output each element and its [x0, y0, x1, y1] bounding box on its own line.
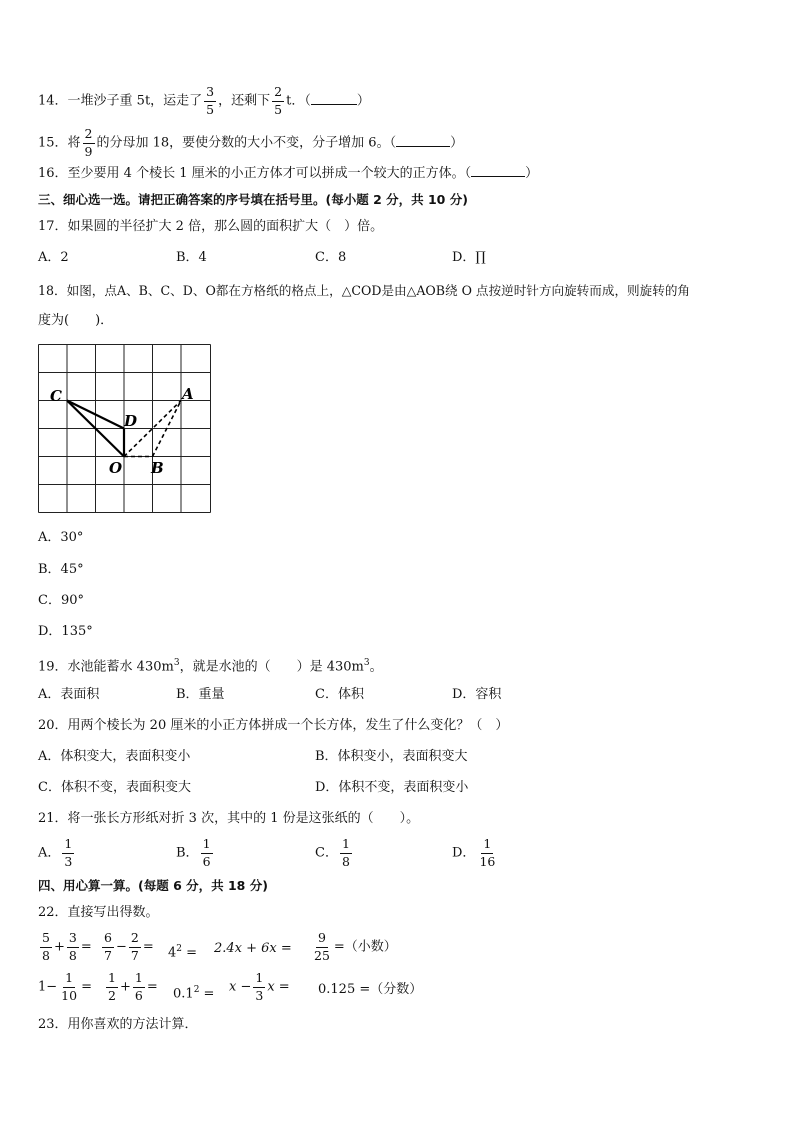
option-label: A．	[38, 845, 61, 861]
fraction-denominator: 3	[255, 987, 264, 1003]
section-3-heading: 三、细心选一选。请把正确答案的序号填在括号里。(每小题 2 分，共 10 分)	[38, 192, 468, 207]
fraction-denominator: 8	[42, 947, 50, 963]
question-15	[38, 128, 463, 158]
q14-text-4: ）	[356, 93, 370, 109]
fraction-denominator: 8	[68, 947, 77, 963]
q14-fraction-1	[204, 86, 216, 116]
question-17: 17．如果圆的半径扩大 2 倍，那么圆的面积扩大（ ）倍。	[38, 219, 384, 234]
equals: =	[199, 986, 215, 1002]
fraction-denominator: 2	[108, 987, 116, 1003]
equals: =	[81, 979, 92, 995]
label-b: B	[151, 459, 164, 477]
fraction-denominator: 3	[64, 853, 73, 869]
q19-text-3: 。	[369, 659, 383, 675]
q22-r1-item-e	[310, 932, 397, 962]
option-fraction	[201, 838, 213, 868]
q22-r2-item-c	[173, 980, 214, 1004]
section-4-heading: 四、用心算一算。(每题 6 分，共 18 分)	[38, 878, 268, 893]
fraction-numerator: 3	[204, 86, 216, 102]
fraction	[59, 972, 79, 1002]
q15-text-1: 15．将	[38, 135, 81, 151]
q22-r1-item-c	[168, 939, 197, 963]
q19-option-d[interactable]: D．容积	[452, 687, 502, 702]
option-label: B．	[176, 845, 199, 861]
question-19	[38, 653, 383, 677]
q14-fraction-2	[272, 86, 284, 116]
question-16	[38, 164, 538, 184]
option-fraction	[477, 838, 497, 868]
fraction-denominator: 9	[84, 143, 93, 159]
fraction-denominator: 6	[134, 987, 143, 1003]
exponent: 2	[176, 944, 183, 954]
q18-option-c[interactable]: C．90°	[38, 593, 84, 608]
option-label: C．	[315, 845, 338, 861]
q18-option-d[interactable]: D．135°	[38, 624, 93, 639]
q16-text-2: ）	[525, 166, 539, 181]
operator: +	[119, 979, 131, 995]
label-a: A	[182, 385, 194, 403]
q16-text-1: 16．至少要用 4 个棱长 1 厘米的小正方体才可以拼成一个较大的正方体。（	[38, 166, 472, 181]
fraction	[67, 932, 79, 962]
q17-option-b[interactable]: B．4	[176, 250, 207, 265]
q22-r2-item-b	[104, 972, 158, 1002]
expression-prefix: x −	[229, 979, 252, 995]
q21-option-c[interactable]	[315, 838, 354, 868]
equals: =	[182, 945, 198, 961]
q22-r2-item-a	[38, 972, 92, 1002]
q14-answer-blank[interactable]	[311, 92, 357, 105]
q20-option-b[interactable]: B．体积变小，表面积变大	[315, 749, 468, 764]
expression-prefix: 1−	[38, 979, 58, 995]
fraction-numerator: 9	[316, 932, 328, 948]
fraction-numerator: 1	[106, 972, 118, 988]
q22-r2-item-d	[229, 972, 290, 1002]
fraction-numerator: 1	[133, 972, 145, 988]
fraction-denominator: 8	[341, 853, 350, 869]
q18-option-b[interactable]: B．45°	[38, 562, 84, 577]
label-c: C	[50, 387, 62, 405]
fraction-numerator: 6	[102, 932, 114, 948]
fraction	[312, 932, 332, 962]
q21-option-b[interactable]	[176, 838, 215, 868]
fraction-numerator: 1	[340, 838, 352, 854]
q15-fraction	[83, 128, 95, 158]
fraction-denominator: 7	[130, 947, 139, 963]
fraction-numerator: 3	[67, 932, 79, 948]
q17-option-d[interactable]: D．∏	[452, 250, 486, 265]
q22-r1-item-b	[100, 932, 154, 962]
fraction-numerator: 1	[63, 972, 75, 988]
equals: =	[146, 979, 158, 995]
equals: =	[142, 939, 154, 955]
q19-option-c[interactable]: C．体积	[315, 687, 364, 702]
fraction-denominator: 6	[202, 853, 211, 869]
q15-text-3: ）	[450, 135, 464, 151]
operator: +	[53, 939, 65, 955]
label-o: O	[109, 459, 123, 477]
q15-answer-blank[interactable]	[396, 134, 450, 147]
option-fraction	[340, 838, 352, 868]
fraction-numerator: 1	[62, 838, 74, 854]
q19-option-a[interactable]: A．表面积	[38, 687, 100, 702]
expression-tail: =（小数）	[333, 939, 397, 955]
label-d: D	[124, 412, 138, 430]
fraction-numerator: 5	[40, 932, 52, 948]
q16-answer-blank[interactable]	[471, 164, 525, 177]
exponent: 2	[193, 985, 200, 995]
q20-option-a[interactable]: A．体积变大，表面积变小	[38, 749, 191, 764]
q14-text-2: ，还剩下	[218, 93, 271, 109]
question-22: 22．直接写出得数。	[38, 905, 159, 920]
fraction-denominator: 5	[274, 101, 283, 117]
fraction-denominator: 10	[61, 987, 78, 1003]
q17-option-a[interactable]: A．2	[38, 250, 69, 265]
fraction-denominator: 16	[479, 853, 496, 869]
q22-r2-item-e: 0.125 =（分数）	[318, 982, 423, 997]
q14-text-1: 14．一堆沙子重 5t，运走了	[38, 93, 203, 109]
operator: −	[115, 939, 127, 955]
fraction	[129, 932, 141, 962]
question-14	[38, 86, 370, 116]
q21-option-a[interactable]	[38, 838, 76, 868]
rotation-grid-figure	[38, 344, 211, 513]
fraction-numerator: 1	[481, 838, 493, 854]
q17-option-c[interactable]: C．8	[315, 250, 347, 265]
q14-text-3: t．（	[286, 93, 311, 109]
fraction-denominator: 5	[206, 101, 215, 117]
fraction-numerator: 2	[272, 86, 284, 102]
fraction-numerator: 2	[83, 128, 95, 144]
expression: 0.1	[173, 986, 194, 1002]
q22-r1-item-d: 2.4x + 6x =	[214, 941, 292, 956]
fraction-denominator: 25	[314, 947, 330, 963]
question-23: 23．用你喜欢的方法计算．	[38, 1017, 198, 1032]
q19-superscript-2: 3	[363, 658, 370, 668]
q20-option-d[interactable]: D．体积不变，表面积变小	[315, 780, 469, 795]
expression: 4	[168, 945, 177, 961]
q18-option-a[interactable]: A．30°	[38, 530, 84, 545]
fraction-numerator: 1	[201, 838, 213, 854]
option-label: D．	[452, 845, 476, 861]
question-18-line-1: 18．如图，点A、B、C、D、O都在方格纸的格点上，△COD是由△AOB绕 O 点按逆时针方向旋转而成，则旋转的角	[38, 283, 691, 298]
fraction	[102, 932, 114, 962]
fraction	[106, 972, 118, 1002]
fraction-denominator: 7	[104, 947, 112, 963]
q21-option-d[interactable]	[452, 838, 499, 868]
fraction	[253, 972, 265, 1002]
equals: =	[80, 939, 92, 955]
fraction	[133, 972, 145, 1002]
q19-text-1: 19．水池能蓄水 430m	[38, 659, 174, 675]
q20-option-c[interactable]: C．体积不变，表面积变大	[38, 780, 191, 795]
q19-option-b[interactable]: B．重量	[176, 687, 225, 702]
q15-text-2: 的分母加 18，要使分数的大小不变，分子增加 6。（	[96, 135, 397, 151]
q19-text-2: ，就是水池的（ ）是 430m	[179, 659, 364, 675]
question-20: 20．用两个棱长为 20 厘米的小正方体拼成一个长方体，发生了什么变化？（ ）	[38, 718, 509, 733]
q22-r1-item-a	[38, 932, 92, 962]
q19-superscript-1: 3	[173, 658, 180, 668]
fraction-numerator: 1	[253, 972, 265, 988]
fraction-numerator: 2	[129, 932, 141, 948]
option-fraction	[62, 838, 74, 868]
question-21: 21．将一张长方形纸对折 3 次，其中的 1 份是这张纸的（ ）。	[38, 811, 420, 826]
fraction	[40, 932, 52, 962]
question-18-line-2: 度为( )．	[38, 313, 114, 328]
expression-tail: x =	[267, 979, 290, 995]
